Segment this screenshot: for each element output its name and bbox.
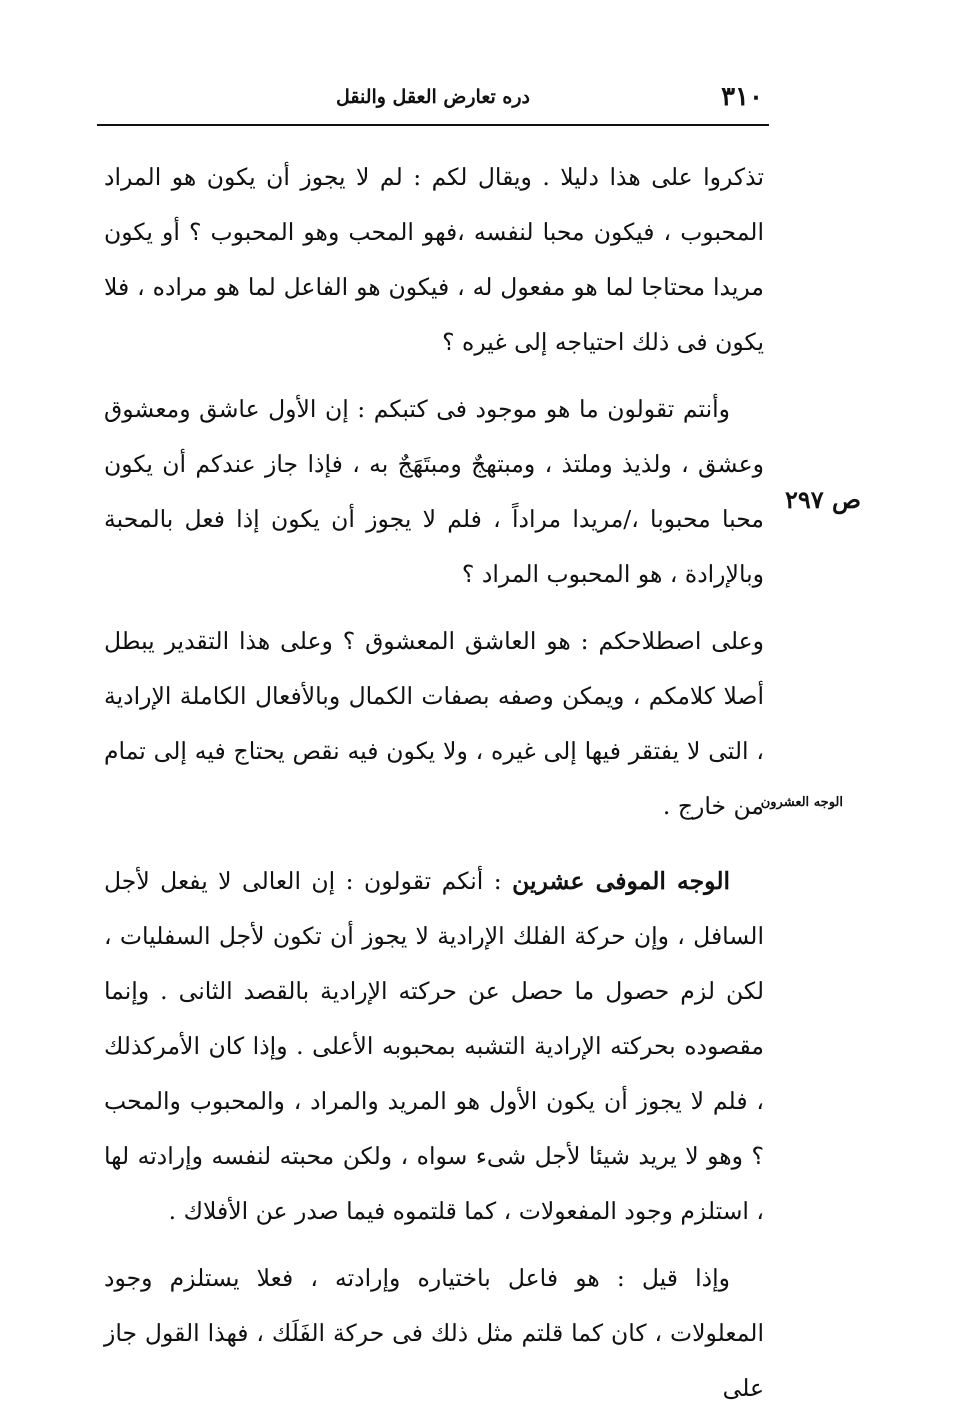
paragraph-3: وعلى اصطلاحكم : هو العاشق المعشوق ؟ وعلى هذا التقدير يبطل أصلا كلامكم ، ويمكن وصفه بصفات الكمال وبالأفعال الكاملة الإرادية ، التى لا يفتقر فيها إلى غيره ، ولا يكون فيه نقص يحتاج فيه إلى تمام من خارج .	[104, 627, 764, 820]
margin-topic-note: الوجه العشرون	[760, 795, 843, 810]
margin-page-reference: ص ٢٩٧	[784, 485, 861, 514]
body-text	[104, 150, 764, 1428]
paragraph-2: وأنتم تقولون ما هو موجود فى كتبكم : إن الأول عاشق ومعشوق وعشق ، ولذيذ وملتذ ، ومبتهجٌ ومبتَهَجٌ به ، فإذا جاز عندكم أن يكون محبا محبوبا ،/مريدا مراداً ، فلم لا يجوز أن يكون إذا فعل بالمحبة وبالإرادة ، هو المحبوب المراد ؟	[104, 395, 764, 588]
paragraph-5: وإذا قيل : هو فاعل باختياره وإرادته ، فعلا يستلزم وجود المعلولات ، كان كما قلتم مثل ذلك فى حركة الفَلَك ، فهذا القول جاز على	[104, 1264, 764, 1402]
page-header	[97, 72, 769, 122]
paragraph-1: تذكروا على هذا دليلا . ويقال لكم : لم لا يجوز أن يكون هو المراد المحبوب ، فيكون محبا لنفسه ،فهو المحب وهو المحبوب ؟ أو يكون مريدا محتاجا لما هو مفعول له ، فيكون هو الفاعل لما هو مراده ، فلا يكون فى ذلك احتياجه إلى غيره ؟	[104, 163, 764, 356]
page-number: ٣١٠	[721, 82, 763, 112]
section-heading: الوجه الموفى عشرين	[512, 867, 731, 895]
running-title: دره تعارض العقل والنقل	[335, 86, 531, 108]
header-divider	[97, 124, 769, 126]
paragraph-4-text: : أنكم تقولون : إن العالى لا يفعل لأجل السافل ، وإن حركة الفلك الإرادية لا يجوز أن تكون لأجل السفليات ، لكن لزم حصول ما حصل عن حركته الإرادية بالقصد الثانى . وإنما مقصوده بحركته الإرادية التشبه بمحبوبه الأعلى . وإذا كان الأمركذلك ، فلم لا يجوز أن يكون الأول هو المريد والمراد ، والمحبوب والمحب ؟ وهو لا يريد شيئا لأجل شىء سواه ، ولكن محبته لنفسه وإرادته لها ، استلزم وجود المفعولات ، كما قلتموه فيما صدر عن الأفلاك .	[104, 867, 764, 1225]
paragraph-4	[104, 854, 764, 1239]
